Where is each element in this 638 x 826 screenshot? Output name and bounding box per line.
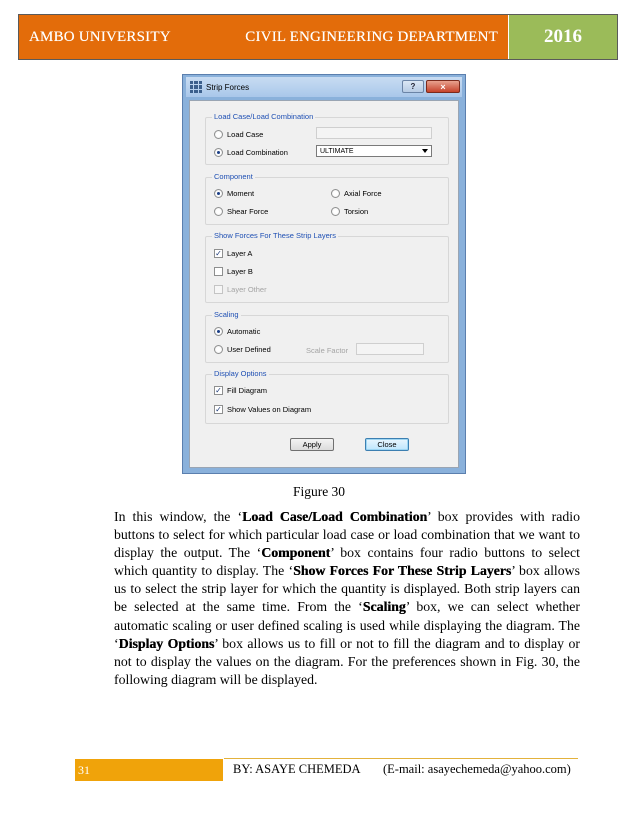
radio-icon[interactable] (214, 345, 223, 354)
footer-page-box (75, 759, 223, 781)
axial-force-label: Axial Force (344, 189, 382, 198)
footer-email: (E-mail: asayechemeda@yahoo.com) (383, 762, 571, 776)
load-combination-value: ULTIMATE (320, 147, 354, 155)
strip-layers-group-legend: Show Forces For These Strip Layers (214, 231, 336, 240)
bold-term-display-options: Display Options (118, 635, 215, 651)
radio-selected-icon[interactable] (214, 148, 223, 157)
display-options-group (205, 369, 449, 424)
load-combination-radio[interactable] (214, 148, 288, 157)
axial-force-radio[interactable] (331, 189, 382, 198)
bold-term-load-case: Load Case/Load Combination (242, 509, 428, 524)
shear-force-label: Shear Force (227, 207, 269, 216)
dialog-title-bar (186, 77, 462, 97)
radio-selected-icon[interactable] (214, 327, 223, 336)
radio-icon[interactable] (214, 130, 223, 139)
load-case-group (205, 112, 449, 165)
app-grid-icon (190, 81, 202, 93)
load-case-label: Load Case (227, 130, 264, 139)
footer-divider (224, 758, 578, 759)
checkbox-checked-icon[interactable]: ✓ (215, 385, 222, 395)
dialog-body (189, 100, 459, 468)
moment-radio[interactable] (214, 189, 254, 198)
bold-term-component: Component (261, 545, 331, 561)
show-values-label: Show Values on Diagram (227, 405, 312, 414)
header-title-bar (19, 15, 509, 59)
strip-forces-dialog (182, 74, 466, 474)
department-name: CIVIL ENGINEERING DEPARTMENT (245, 28, 498, 45)
header-year: 2016 (544, 26, 582, 47)
radio-icon[interactable] (331, 207, 340, 216)
load-case-field[interactable] (316, 127, 432, 139)
layer-b-checkbox[interactable] (214, 267, 253, 276)
load-combination-label: Load Combination (227, 148, 288, 157)
show-values-checkbox[interactable] (214, 405, 311, 414)
body-paragraph (114, 508, 580, 689)
radio-icon[interactable] (214, 207, 223, 216)
layer-other-label: Layer Other (227, 285, 267, 294)
bold-term-scaling: Scaling (362, 599, 406, 615)
bold-term-strip-layers: Show Forces For These Strip Layers (293, 563, 512, 579)
component-group (205, 172, 449, 225)
load-case-radio[interactable] (214, 130, 263, 139)
text-run: In this window, the ‘ (114, 509, 243, 524)
window-close-icon[interactable]: × (426, 80, 460, 93)
display-options-group-legend: Display Options (214, 369, 267, 378)
layer-a-label: Layer A (227, 249, 253, 258)
load-combination-select[interactable] (316, 145, 432, 157)
scale-factor-field (356, 343, 424, 355)
torsion-radio[interactable] (331, 207, 368, 216)
strip-layers-group (205, 231, 449, 303)
fill-diagram-checkbox[interactable] (214, 386, 267, 395)
header-year-box (509, 15, 617, 59)
dialog-title: Strip Forces (206, 82, 250, 92)
user-defined-label: User Defined (227, 345, 271, 354)
page-number: 31 (78, 762, 90, 777)
scaling-group-legend: Scaling (214, 310, 239, 319)
load-case-group-legend: Load Case/Load Combination (214, 112, 314, 121)
component-group-legend: Component (214, 172, 253, 181)
checkbox-checked-icon[interactable]: ✓ (215, 404, 222, 414)
university-name: AMBO UNIVERSITY (29, 28, 171, 45)
apply-button[interactable]: Apply (290, 438, 334, 451)
automatic-radio[interactable] (214, 327, 260, 336)
text-run: ’ box allows us to fill or not to fill the diagram and to display or not to display the values on the diagram. For the preferences shown in Fig. 30, the following diagram will be displayed. (114, 635, 580, 687)
radio-selected-icon[interactable] (214, 189, 223, 198)
layer-a-checkbox[interactable] (214, 249, 252, 258)
page-header (18, 14, 618, 60)
user-defined-radio[interactable] (214, 345, 271, 354)
text-run: ’ box allows us to select the strip layer for which the quantity is displayed. Both strip layers can be selected at the same time. From the ‘ (114, 563, 580, 615)
checkbox-checked-icon[interactable]: ✓ (215, 248, 222, 258)
moment-label: Moment (227, 189, 255, 198)
torsion-label: Torsion (344, 207, 369, 216)
checkbox-icon[interactable] (214, 267, 223, 276)
checkbox-disabled-icon (214, 285, 223, 294)
scaling-group (205, 310, 449, 363)
text-run: ’ box contains four radio buttons to select which quantity to display. The ‘ (114, 545, 580, 579)
text-run: ’ box, we can select whether automatic scaling or user defined scaling is used while displaying the diagram. The ‘ (114, 599, 580, 651)
layer-other-checkbox (214, 285, 267, 294)
radio-icon[interactable] (331, 189, 340, 198)
help-button[interactable]: ? (402, 80, 424, 93)
shear-force-radio[interactable] (214, 207, 268, 216)
layer-b-label: Layer B (227, 267, 253, 276)
text-run: ’ box provides with radio buttons to select for which particular load case or load combination that we want to display the output. The ‘ (114, 509, 580, 561)
dropdown-arrow-icon[interactable] (422, 149, 428, 153)
fill-diagram-label: Fill Diagram (227, 386, 268, 395)
figure-caption: Figure 30 (292, 484, 346, 499)
automatic-label: Automatic (227, 327, 261, 336)
close-button[interactable]: Close (365, 438, 409, 451)
footer-author: BY: ASAYE CHEMEDA (233, 762, 361, 776)
scale-factor-label: Scale Factor (306, 346, 349, 355)
